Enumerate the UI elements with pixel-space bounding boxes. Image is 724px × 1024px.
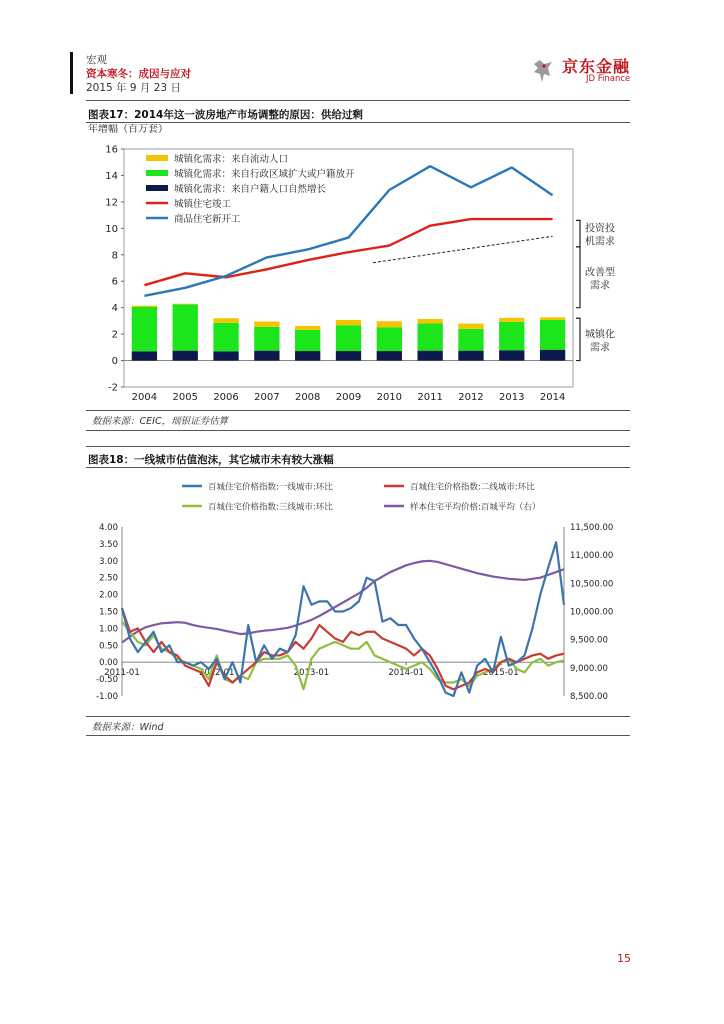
x-tick-label: 2013-01 [293, 668, 330, 679]
y-tick-label: -2 [108, 382, 118, 394]
x-tick-label: 2012-01 [198, 668, 235, 679]
series-line-0 [144, 219, 552, 285]
legend-swatch [146, 170, 168, 176]
bar-2 [295, 326, 320, 330]
y-tick-label: 0 [111, 356, 118, 368]
y-left-tick-label: 4.00 [99, 523, 118, 533]
divider-fig18-title [86, 467, 630, 468]
x-tick-label: 2015-01 [483, 668, 519, 679]
bar-1 [173, 304, 198, 350]
y-tick-label: 16 [105, 144, 118, 156]
header-date: 2015 年 9 月 23 日 [86, 82, 181, 94]
header-section: 宏观 [86, 54, 107, 66]
bar-2 [132, 306, 157, 307]
bar-2 [254, 322, 279, 327]
bar-0 [499, 350, 524, 360]
annotation-brace [576, 220, 580, 246]
logo-cn-text: 京东金融 [562, 57, 631, 76]
jd-finance-logo [528, 54, 640, 88]
legend-label: 城镇化需求：来自户籍人口自然增长 [174, 184, 327, 195]
divider-top-fig17 [86, 100, 630, 101]
y-right-tick-label: 8,500.00 [570, 692, 608, 702]
bar-0 [173, 351, 198, 361]
bar-1 [499, 322, 524, 350]
x-tick-label: 2010 [376, 392, 403, 403]
bar-2 [336, 320, 361, 325]
divider-fig18-source [86, 716, 630, 717]
bar-2 [499, 318, 524, 322]
x-tick-label: 2005 [172, 392, 198, 403]
bar-1 [336, 325, 361, 351]
legend-label: 城镇住宅竣工 [174, 199, 232, 210]
legend-label: 城镇化需求：来自流动人口 [174, 154, 289, 165]
y-right-tick-label: 10,000.00 [570, 607, 614, 618]
legend-label: 百城住宅价格指数:二线城市:环比 [410, 482, 535, 493]
y-tick-label: 4 [111, 303, 118, 315]
bar-2 [458, 324, 483, 329]
legend-swatch [146, 185, 168, 191]
figure17-source: 数据来源：CEIC，瑞银证券估算 [92, 416, 229, 427]
bar-0 [295, 351, 320, 361]
y-tick-label: 8 [111, 250, 118, 262]
y-right-tick-label: 10,500.00 [570, 579, 614, 590]
y-left-tick-label: 1.00 [99, 624, 118, 635]
y-right-tick-label: 11,500.00 [570, 523, 614, 533]
annotation-brace [576, 318, 580, 360]
y-tick-label: 2 [111, 329, 118, 341]
annotation-brace [576, 247, 580, 308]
y-right-tick-label: 9,000.00 [570, 663, 608, 674]
page-number: 15 [617, 952, 631, 965]
x-tick-label: 2013 [499, 392, 525, 403]
x-tick-label: 2006 [213, 392, 239, 403]
x-tick-label: 2008 [294, 392, 321, 403]
annotation-line-2: 需求 [590, 342, 610, 354]
divider-fig17-source [86, 410, 630, 411]
y-tick-label: 6 [111, 276, 118, 288]
bar-1 [254, 327, 279, 351]
y-left-tick-label: 1.50 [99, 607, 118, 618]
divider-fig17-bottom [86, 430, 630, 431]
y-right-tick-label: 11,000.00 [570, 551, 614, 562]
x-tick-label: 2011 [417, 392, 443, 403]
x-tick-label: 2007 [254, 392, 280, 403]
x-tick-label: 2009 [335, 392, 362, 403]
bar-0 [417, 351, 442, 361]
legend-swatch [146, 155, 168, 161]
x-tick-label: 2004 [131, 392, 158, 403]
bar-2 [377, 321, 402, 327]
bar-1 [377, 327, 402, 351]
legend-label: 城镇化需求：来自行政区域扩大或户籍放开 [174, 169, 355, 180]
chart-housing-supply [86, 124, 630, 410]
y-right-tick-label: 9,500.00 [570, 635, 608, 646]
chart-city-price-index [86, 469, 630, 715]
annotation-line-1: 投资投 [585, 223, 615, 235]
figure17-title: 图表17：2014年这一波房地产市场调整的原因：供给过剩 [88, 109, 363, 121]
bar-2 [540, 317, 565, 320]
legend-label: 商品住宅新开工 [174, 214, 241, 225]
legend-label: 百城住宅价格指数:三线城市:环比 [208, 502, 333, 513]
x-tick-label: 2011-01 [104, 668, 140, 679]
bar-2 [173, 304, 198, 305]
bar-1 [458, 329, 483, 351]
y-left-tick-label: -0.50 [96, 675, 118, 686]
figure18-source: 数据来源：Wind [92, 722, 164, 733]
series-line-3 [122, 561, 564, 643]
x-tick-label: 2012 [458, 392, 484, 403]
header-report-title: 资本寒冬：成因与应对 [86, 68, 191, 80]
y-axis-label: 年增幅（百万套） [88, 124, 168, 135]
bar-1 [295, 330, 320, 351]
y-left-tick-label: 0.50 [99, 641, 118, 652]
y-tick-label: 12 [105, 197, 118, 209]
y-left-tick-label: 2.00 [99, 590, 118, 601]
divider-fig17-title [86, 122, 630, 123]
bar-0 [254, 351, 279, 361]
divider-top-fig18 [86, 446, 630, 447]
bar-0 [336, 351, 361, 361]
legend-label: 样本住宅平均价格:百城平均（右） [410, 502, 541, 513]
bar-0 [458, 351, 483, 361]
annotation-line-1: 改善型 [585, 267, 615, 279]
y-left-tick-label: -1.00 [96, 692, 118, 702]
header-accent-bar [70, 52, 73, 94]
bar-1 [417, 324, 442, 351]
bar-0 [377, 351, 402, 361]
y-tick-label: 10 [105, 223, 118, 235]
x-tick-label: 2014 [539, 392, 566, 403]
y-left-tick-label: 3.00 [99, 556, 118, 567]
bar-0 [132, 351, 157, 360]
annotation-line-1: 城镇化 [585, 329, 615, 341]
bar-1 [540, 320, 565, 350]
y-tick-label: 14 [105, 170, 118, 182]
logo-en-text: JD Finance [586, 74, 631, 84]
bar-0 [540, 350, 565, 361]
bar-1 [213, 323, 238, 351]
bar-2 [213, 318, 238, 323]
bar-2 [417, 319, 442, 324]
y-left-tick-label: 3.50 [99, 539, 118, 550]
legend-label: 百城住宅价格指数:一线城市:环比 [208, 482, 333, 493]
dog-icon [528, 56, 558, 86]
annotation-line-2: 需求 [590, 280, 610, 292]
bar-0 [213, 351, 238, 360]
divider-fig18-bottom [86, 735, 630, 736]
figure18-title: 图表18：一线城市估值泡沫，其它城市未有较大涨幅 [88, 454, 334, 466]
annotation-line-2: 机需求 [585, 236, 615, 248]
y-left-tick-label: 0.00 [99, 658, 118, 669]
y-left-tick-label: 2.50 [99, 573, 118, 584]
bar-1 [132, 307, 157, 351]
x-tick-label: 2014-01 [388, 668, 424, 679]
